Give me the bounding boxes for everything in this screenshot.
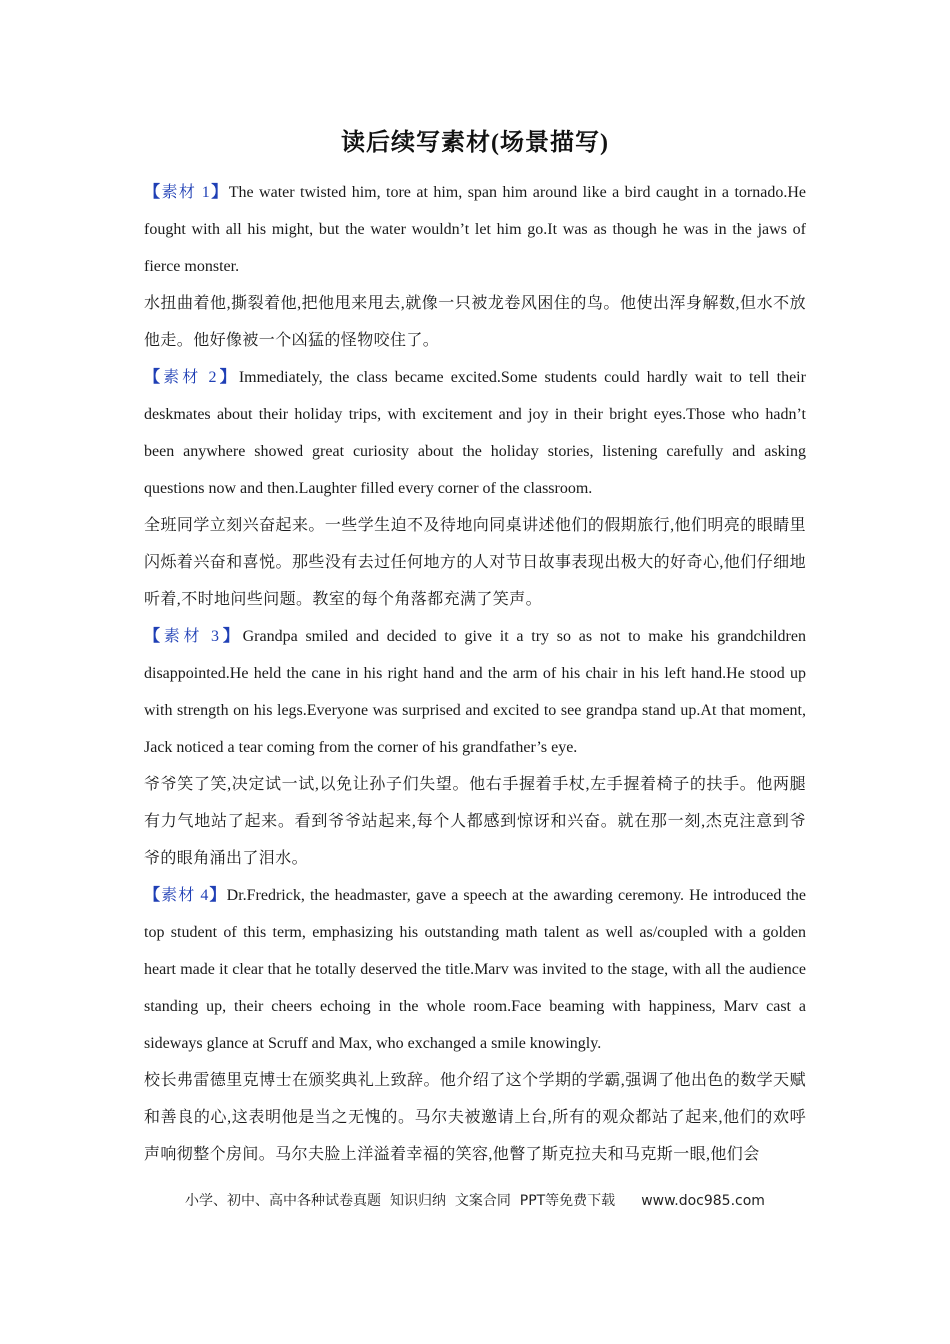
materials-content — [144, 174, 806, 1173]
material-4 — [144, 877, 806, 1173]
tag-bracket-close: 】 — [208, 887, 227, 904]
material-2 — [144, 359, 806, 618]
document-title: 读后续写素材(场景描写) — [341, 130, 609, 156]
material-chinese: 全班同学立刻兴奋起来。一些学生迫不及待地向同桌讲述他们的假期旅行,他们明亮的眼睛里闪烁着兴奋和喜悦。那些没有去过任何地方的人对节日故事表现出极大的好奇心,他们仔细地听着,不时地问些问题。教室的每个角落都充满了笑声。 — [144, 517, 806, 608]
page-footer — [0, 1190, 950, 1210]
material-label: 素材 1 — [161, 184, 210, 201]
tag-bracket-close: 】 — [209, 184, 229, 201]
tag-bracket-open: 【 — [144, 887, 162, 904]
material-3 — [144, 618, 806, 877]
tag-bracket-open: 【 — [144, 369, 164, 386]
material-chinese: 水扭曲着他,撕裂着他,把他甩来甩去,就像一只被龙卷风困住的鸟。他使出浑身解数,但水不放他走。他好像被一个凶猛的怪物咬住了。 — [144, 295, 806, 349]
tag-bracket-close: 】 — [216, 369, 239, 386]
material-english — [144, 174, 806, 285]
material-label: 素材 4 — [161, 887, 209, 904]
material-label: 素材 2 — [163, 369, 217, 386]
material-1 — [144, 174, 806, 359]
tag-bracket-open: 【 — [144, 628, 164, 645]
footer-text: 小学、初中、高中各种试卷真题 知识归纳 文案合同 PPT等免费下载 — [185, 1193, 616, 1209]
material-chinese: 爷爷笑了笑,决定试一试,以免让孙子们失望。他右手握着手杖,左手握着椅子的扶手。他两腿有力气地站了起来。看到爷爷站起来,每个人都感到惊讶和兴奋。就在那一刻,杰克注意到爷爷的眼角涌出了泪水。 — [144, 776, 806, 867]
material-english — [144, 877, 806, 1062]
material-chinese: 校长弗雷德里克博士在颁奖典礼上致辞。他介绍了这个学期的学霸,强调了他出色的数学天赋和善良的心,这表明他是当之无愧的。马尔夫被邀请上台,所有的观众都站了起来,他们的欢呼声响彻整个房间。马尔夫脸上洋溢着幸福的笑容,他瞥了斯克拉夫和马克斯一眼,他们会 — [144, 1072, 806, 1163]
material-english-text: Dr.Fredrick, the headmaster, gave a speech at the awarding ceremony. He introduced the top student of this term, emphasizing his outstanding math talent as well as/coupled with a golden heart made it clear that he totally deserved the title.Marv was invited to the stage, with all the audience standing up, their cheers echoing in the whole room.Face beaming with happiness, Marv cast a sideways glance at Scruff and Max, who exchanged a smile knowingly. — [144, 887, 806, 1052]
material-english-text: Grandpa smiled and decided to give it a try so as not to make his grandchildren disappointed.He held the cane in his right hand and the arm of his chair in his left hand.He stood up with strength on his legs.Everyone was surprised and excited to see grandpa stand up.At that moment, Jack noticed a tear coming from the corner of his grandfather’s eye. — [144, 628, 806, 756]
material-english-text: Immediately, the class became excited.Some students could hardly wait to tell their deskmates about their holiday trips, with excitement and joy in their bright eyes.Those who hadn’t been anywhere showed great curiosity about the holiday stories, listening carefully and asking questions now and then.Laughter filled every corner of the classroom. — [144, 369, 806, 497]
footer-site-link[interactable]: www.doc985.com — [641, 1193, 765, 1209]
material-label: 素材 3 — [163, 628, 220, 645]
tag-bracket-open: 【 — [144, 184, 162, 201]
material-english — [144, 359, 806, 507]
material-english-text: The water twisted him, tore at him, span him around like a bird caught in a tornado.He fought with all his might, but the water wouldn’t let him go.It was as though he was in the jaws of fierce monster. — [144, 184, 806, 275]
material-english — [144, 618, 806, 766]
tag-bracket-close: 】 — [219, 628, 243, 645]
